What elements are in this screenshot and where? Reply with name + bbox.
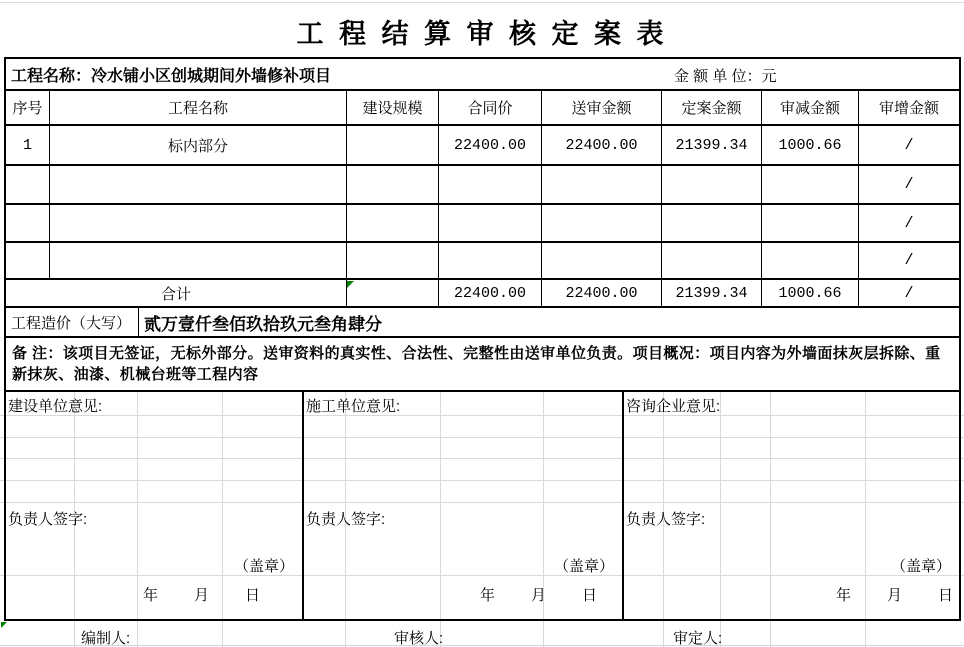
cell-no[interactable] — [6, 243, 50, 280]
cell-increased[interactable]: / — [859, 243, 959, 280]
cell-comment-marker — [1, 622, 7, 628]
col-header-finalized: 定案金额 — [662, 91, 762, 126]
project-name-row — [6, 59, 959, 91]
cell-contract[interactable]: 22400.00 — [439, 126, 542, 166]
seal-label: （盖章） — [233, 558, 294, 575]
col-header-contract: 合同价 — [439, 91, 542, 126]
amount-in-words-label: 工程造价（大写） — [6, 308, 139, 336]
cell-name[interactable] — [50, 243, 347, 280]
cell-submitted[interactable] — [542, 243, 662, 280]
amount-in-words-value: 贰万壹仟叁佰玖拾玖元叁角肆分 — [144, 314, 382, 334]
signer-label: 负责人签字: — [626, 511, 706, 528]
opinion-contractor[interactable] — [302, 392, 624, 619]
cell-increased[interactable]: / — [859, 166, 959, 205]
cell-reduced[interactable] — [762, 166, 859, 205]
date-line: 年 月 日 — [835, 587, 955, 604]
total-scale[interactable] — [347, 280, 439, 308]
total-reduced: 1000.66 — [762, 280, 859, 308]
cell-finalized[interactable] — [662, 205, 762, 243]
cell-scale[interactable] — [347, 126, 439, 166]
opinion-consultant[interactable] — [624, 392, 959, 619]
cell-submitted[interactable] — [542, 205, 662, 243]
cell-submitted[interactable]: 22400.00 — [542, 126, 662, 166]
total-finalized: 21399.34 — [662, 280, 762, 308]
project-name: 工程名称：冷水铺小区创城期间外墙修补项目 — [11, 67, 332, 85]
cell-no[interactable] — [6, 205, 50, 243]
settlement-form — [4, 57, 961, 392]
signer-label: 负责人签字: — [306, 511, 386, 528]
cell-contract[interactable] — [439, 166, 542, 205]
cell-increased[interactable]: / — [859, 205, 959, 243]
cell-contract[interactable] — [439, 205, 542, 243]
cell-name[interactable] — [50, 205, 347, 243]
seal-label: （盖章） — [890, 558, 951, 575]
cell-finalized[interactable] — [662, 166, 762, 205]
col-header-name: 工程名称 — [50, 91, 347, 126]
amount-unit: 金 额 单 位：元 — [674, 68, 777, 85]
preparer-label: 编制人: — [81, 630, 131, 647]
cell-comment-marker — [347, 281, 354, 288]
remarks: 备 注：该项目无签证，无标外部分。送审资料的真实性、合法性、完整性由送审单位负责。项目概况：项目内容为外墙面抹灰层拆除、重新抹灰、油漆、机械台班等工程内容 — [12, 345, 941, 383]
col-header-scale: 建设规模 — [347, 91, 439, 126]
cell-scale[interactable] — [347, 205, 439, 243]
col-header-submitted: 送审金额 — [542, 91, 662, 126]
date-line: 年 月 日 — [480, 587, 600, 604]
cell-reduced[interactable]: 1000.66 — [762, 126, 859, 166]
amount-in-words-row — [6, 308, 959, 338]
total-contract: 22400.00 — [439, 280, 542, 308]
page-title: 工 程 结 算 审 核 定 案 表 — [296, 19, 668, 49]
cell-reduced[interactable] — [762, 205, 859, 243]
total-increased: / — [859, 280, 959, 308]
cell-reduced[interactable] — [762, 243, 859, 280]
settlement-table — [6, 91, 959, 308]
signer-label: 负责人签字: — [8, 511, 88, 528]
cell-scale[interactable] — [347, 243, 439, 280]
cell-contract[interactable] — [439, 243, 542, 280]
cell-increased[interactable]: / — [859, 126, 959, 166]
col-header-reduced: 审减金额 — [762, 91, 859, 126]
total-label: 合计 — [6, 280, 347, 308]
total-submitted: 22400.00 — [542, 280, 662, 308]
cell-submitted[interactable] — [542, 166, 662, 205]
opinion-owner[interactable] — [6, 392, 302, 619]
gridline-horizontal — [0, 2, 964, 3]
reviewer-label: 审核人: — [394, 630, 444, 647]
seal-label: （盖章） — [553, 558, 614, 575]
cell-name[interactable] — [50, 166, 347, 205]
cell-scale[interactable] — [347, 166, 439, 205]
cell-no[interactable] — [6, 166, 50, 205]
opinion-consultant-label: 咨询企业意见: — [626, 398, 721, 415]
cell-name[interactable]: 标内部分 — [50, 126, 347, 166]
col-header-increased: 审增金额 — [859, 91, 959, 126]
date-line: 年 月 日 — [143, 587, 263, 604]
cell-no[interactable]: 1 — [6, 126, 50, 166]
opinion-contractor-label: 施工单位意见: — [306, 398, 401, 415]
cell-finalized[interactable] — [662, 243, 762, 280]
footer-row — [0, 621, 964, 647]
cell-finalized[interactable]: 21399.34 — [662, 126, 762, 166]
approver-label: 审定人: — [673, 630, 723, 647]
opinion-owner-label: 建设单位意见: — [8, 398, 103, 415]
col-header-no: 序号 — [6, 91, 50, 126]
opinions-section — [4, 392, 961, 621]
